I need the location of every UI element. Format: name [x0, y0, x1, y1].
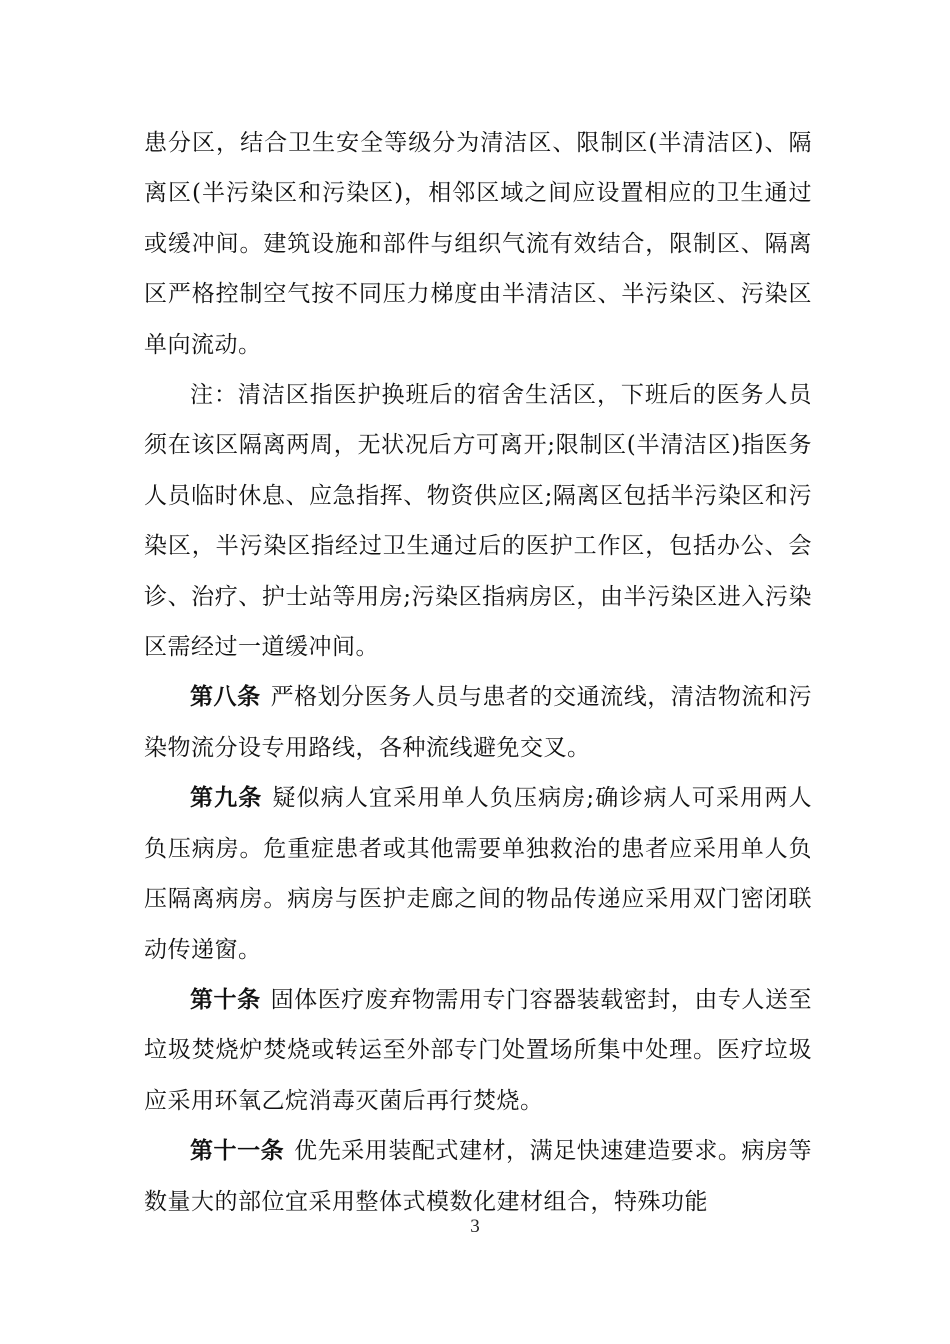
article-label: 第十条 [190, 985, 261, 1013]
article-label: 第十一条 [190, 1137, 285, 1165]
paragraph-zoning [144, 118, 812, 370]
article-text: 固体医疗废弃物需用专门容器装载密封，由专人送至垃圾焚烧炉焚烧或转运至外部专门处置场所集中处理。医疗垃圾应采用环氧乙烷消毒灭菌后再行焚烧。 [144, 986, 813, 1114]
article-8 [144, 672, 812, 773]
article-label: 第九条 [190, 784, 263, 812]
article-9 [144, 773, 812, 975]
article-10 [144, 975, 812, 1126]
article-text: 严格划分医务人员与患者的交通流线，清洁物流和污染物流分设专用路线，各种流线避免交叉。 [144, 684, 813, 761]
article-11 [144, 1126, 812, 1227]
article-text: 疑似病人宜采用单人负压病房;确诊病人可采用两人负压病房。危重症患者或其他需要单独救治的患者应采用单人负压隔离病房。病房与医护走廊之间的物品传递应采用双门密闭联动传递窗。 [144, 785, 813, 963]
paragraph-text: 注：清洁区指医护换班后的宿舍生活区，下班后的医务人员须在该区隔离两周，无状况后方可离开;限制区(半清洁区)指医务人员临时休息、应急指挥、物资供应区;隔离区包括半污染区和污染区，半污染区指经过卫生通过后的医护工作区，包括办公、会诊、治疗、护士站等用房;污染区指病房区，由半污染区进入污染区需经过一道缓冲间。 [144, 382, 812, 661]
paragraph-text: 患分区，结合卫生安全等级分为清洁区、限制区(半清洁区)、隔离区(半污染区和污染区)，相邻区域之间应设置相应的卫生通过或缓冲间。建筑设施和部件与组织气流有效结合，限制区、隔离区严格控制空气按不同压力梯度由半清洁区、半污染区、污染区单向流动。 [144, 130, 812, 358]
body-text [144, 118, 812, 1227]
article-text: 优先采用装配式建材，满足快速建造要求。病房等数量大的部位宜采用整体式模数化建材组合，特殊功能 [144, 1138, 813, 1215]
paragraph-note [144, 370, 812, 672]
article-label: 第八条 [190, 683, 261, 711]
page-number: 3 [470, 1216, 480, 1237]
